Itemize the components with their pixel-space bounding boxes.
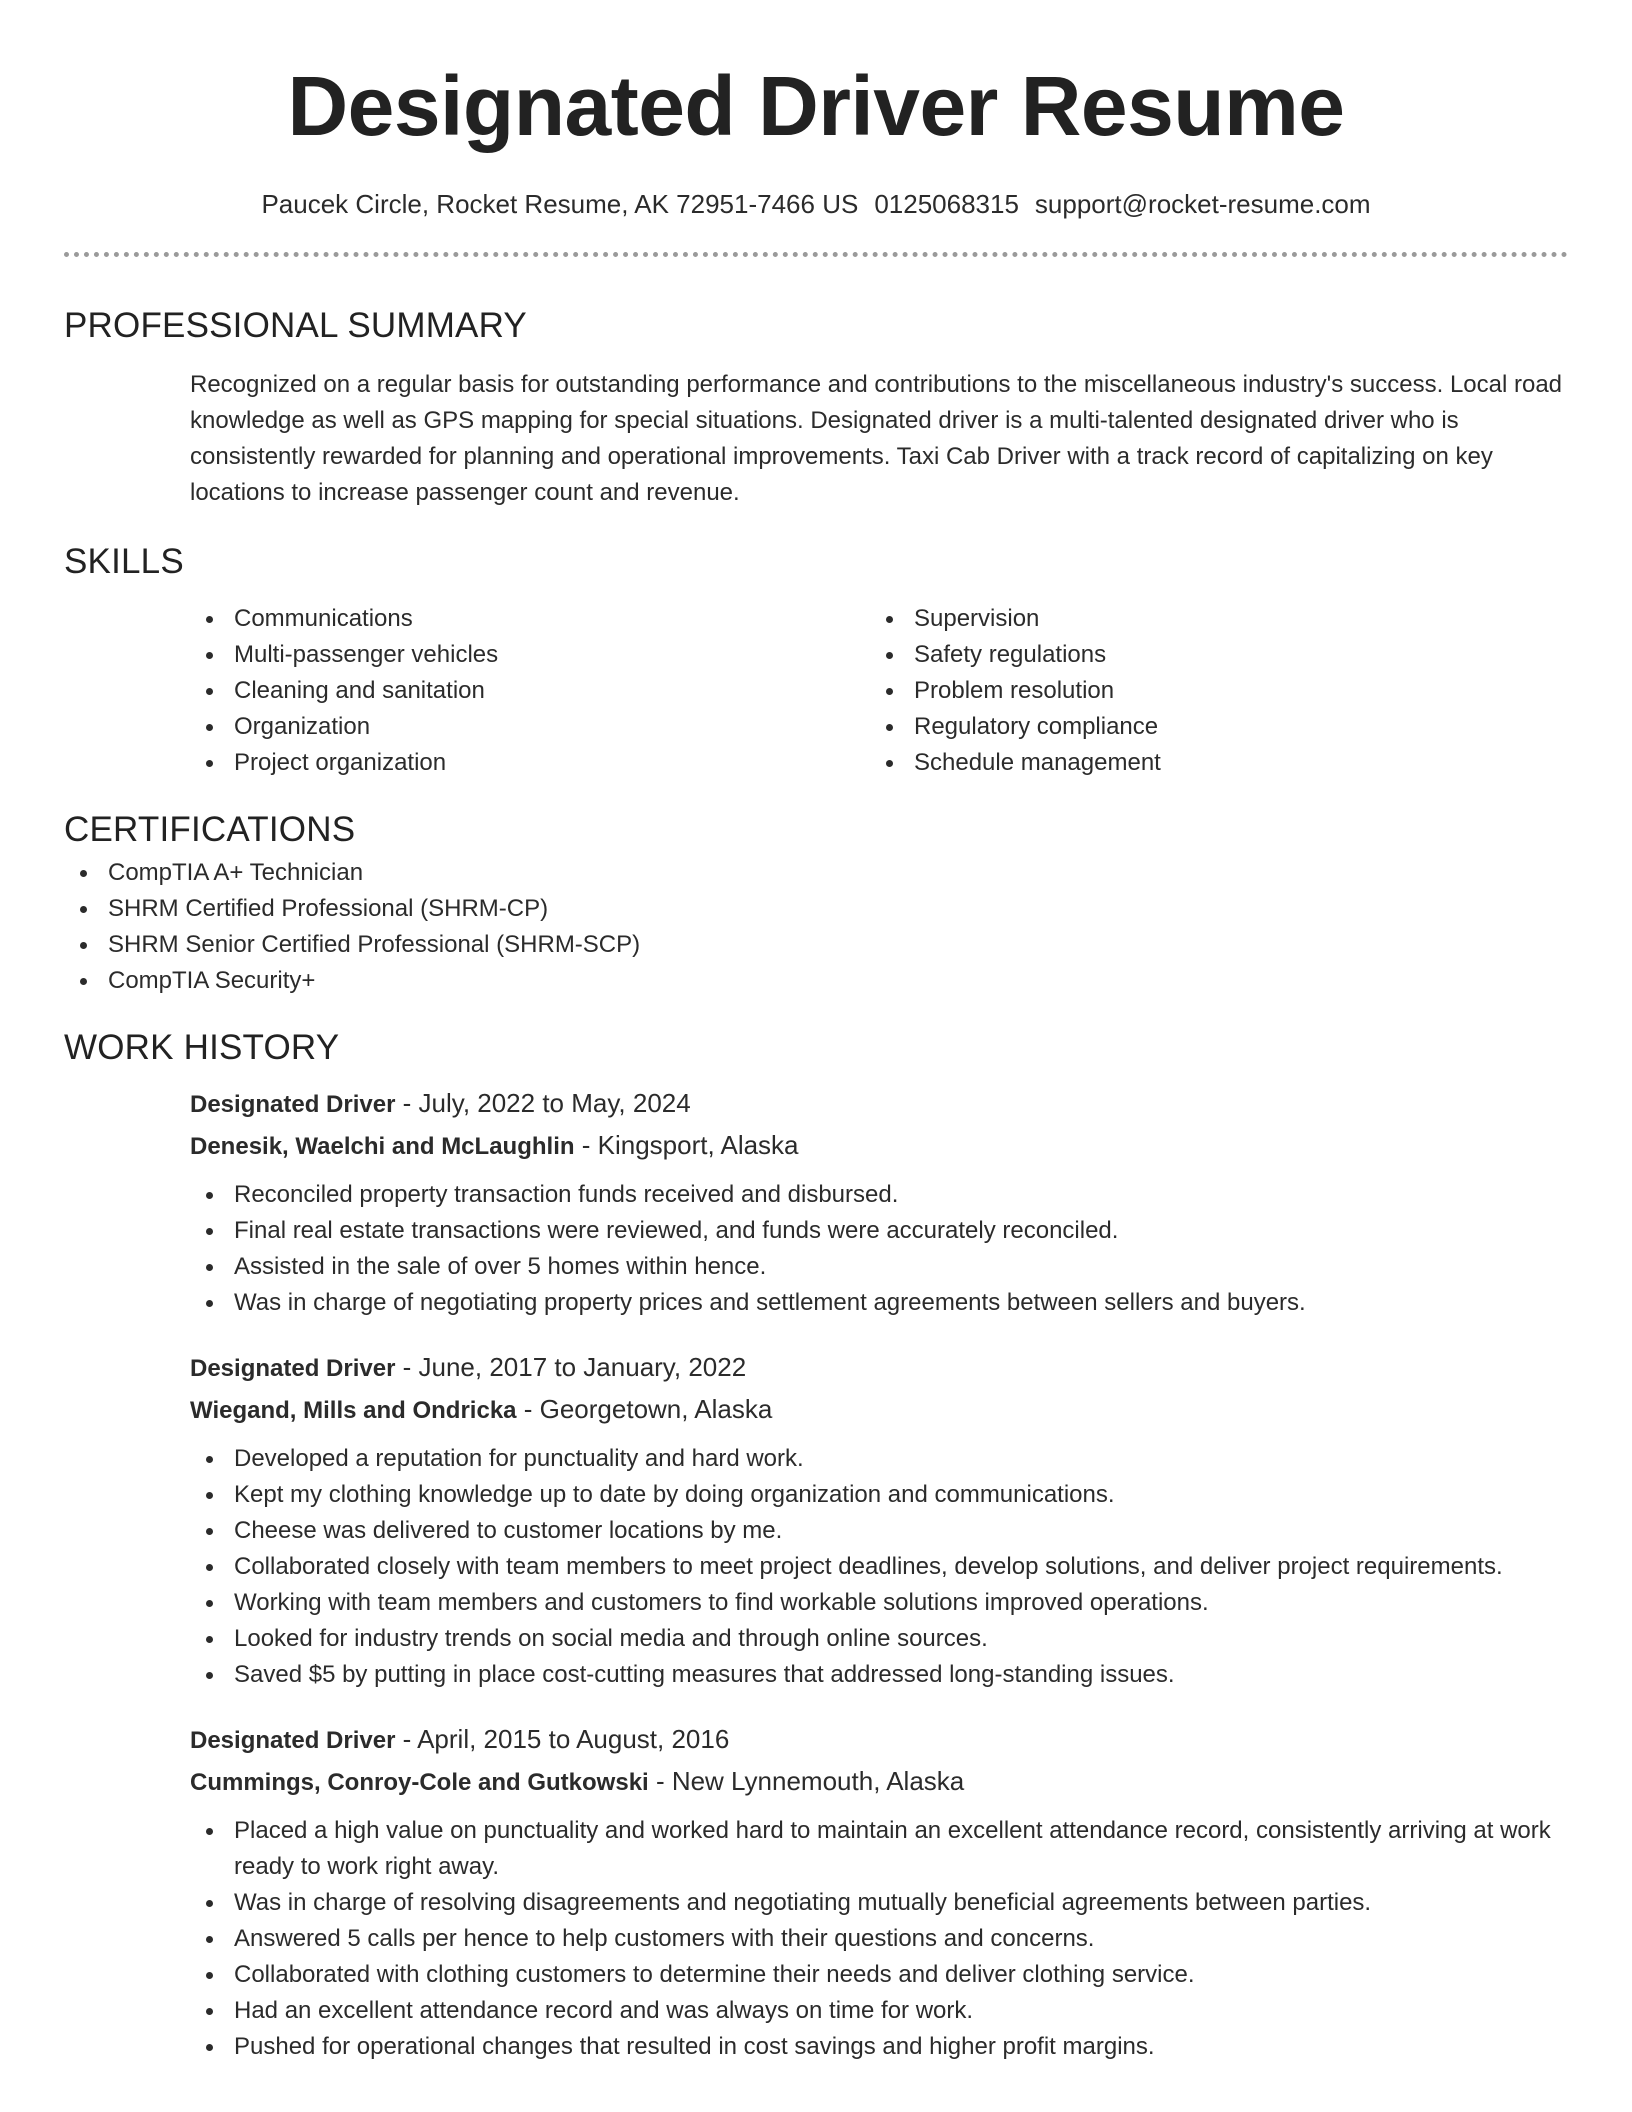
job-title-line xyxy=(190,1347,1568,1389)
job-dates: - June, 2017 to January, 2022 xyxy=(395,1352,747,1382)
skill-item: Regulatory compliance xyxy=(870,709,1550,745)
work-history-heading: WORK HISTORY xyxy=(64,1028,340,1067)
certification-item: CompTIA Security+ xyxy=(64,963,1568,999)
skill-item: Cleaning and sanitation xyxy=(190,673,870,709)
skill-item: Communications xyxy=(190,601,870,637)
job-location: - Kingsport, Alaska xyxy=(574,1130,799,1160)
job-bullet: Kept my clothing knowledge up to date by doing organization and communications. xyxy=(190,1477,1568,1513)
skill-item: Problem resolution xyxy=(870,673,1550,709)
skill-item: Safety regulations xyxy=(870,637,1550,673)
skills-list-left xyxy=(190,601,870,781)
job-dates: - July, 2022 to May, 2024 xyxy=(395,1088,691,1118)
certification-item: CompTIA A+ Technician xyxy=(64,855,1568,891)
job-company-line xyxy=(190,1761,1568,1803)
skill-item: Supervision xyxy=(870,601,1550,637)
resume-page xyxy=(64,0,1568,2065)
contact-info xyxy=(64,184,1568,224)
job-title: Designated Driver xyxy=(190,1091,396,1118)
job-bullet: Had an excellent attendance record and was always on time for work. xyxy=(190,1993,1568,2029)
summary-text: Recognized on a regular basis for outstanding performance and contributions to the miscellaneous industry's success. Local road knowledge as well as GPS mapping for special situations. Designated driver is a multi-talented designated driver who is consistently rewarded for planning and operational improvements. Taxi Cab Driver with a track record of capitalizing on key locations to increase passenger count and revenue. xyxy=(190,371,1563,506)
job-company: Cummings, Conroy-Cole and Gutkowski xyxy=(190,1769,649,1796)
job-company-line xyxy=(190,1389,1568,1431)
job-bullet: Working with team members and customers to find workable solutions improved operations. xyxy=(190,1585,1568,1621)
job-bullet: Answered 5 calls per hence to help customers with their questions and concerns. xyxy=(190,1921,1568,1957)
contact-phone: 0125068315 xyxy=(874,189,1019,219)
skill-item: Project organization xyxy=(190,745,870,781)
job-bullet: Developed a reputation for punctuality and hard work. xyxy=(190,1441,1568,1477)
job-location: - New Lynnemouth, Alaska xyxy=(648,1766,965,1796)
skills-columns xyxy=(190,601,1568,781)
job-bullet: Final real estate transactions were reviewed, and funds were accurately reconciled. xyxy=(190,1213,1568,1249)
summary-heading: PROFESSIONAL SUMMARY xyxy=(64,306,527,345)
certification-item: SHRM Certified Professional (SHRM-CP) xyxy=(64,891,1568,927)
job-entry xyxy=(190,1347,1568,1693)
work-history-section xyxy=(64,1023,1568,2065)
job-dates: - April, 2015 to August, 2016 xyxy=(395,1724,730,1754)
summary-section xyxy=(64,301,1568,511)
skills-column-left xyxy=(190,601,870,781)
contact-address: Paucek Circle, Rocket Resume, AK 72951-7466 US xyxy=(261,189,859,219)
skills-heading: SKILLS xyxy=(64,542,184,581)
job-bullet: Cheese was delivered to customer locations by me. xyxy=(190,1513,1568,1549)
job-bullet: Was in charge of resolving disagreements and negotiating mutually beneficial agreements between parties. xyxy=(190,1885,1568,1921)
skills-section xyxy=(64,537,1568,781)
header-divider xyxy=(64,252,1568,257)
job-company-line xyxy=(190,1125,1568,1167)
job-bullet: Reconciled property transaction funds received and disbursed. xyxy=(190,1177,1568,1213)
job-bullet: Placed a high value on punctuality and worked hard to maintain an excellent attendance record, consistently arriving at work ready to work right away. xyxy=(190,1813,1568,1885)
certifications-section xyxy=(64,805,1568,999)
skills-column-right xyxy=(870,601,1550,781)
job-title: Designated Driver xyxy=(190,1727,396,1754)
job-company: Wiegand, Mills and Ondricka xyxy=(190,1397,517,1424)
certifications-heading: CERTIFICATIONS xyxy=(64,810,356,849)
resume-title: Designated Driver Resume xyxy=(287,59,1345,153)
job-location: - Georgetown, Alaska xyxy=(516,1394,773,1424)
job-bullets xyxy=(190,1813,1568,2065)
job-bullet: Assisted in the sale of over 5 homes within hence. xyxy=(190,1249,1568,1285)
job-bullet: Collaborated closely with team members to meet project deadlines, develop solutions, and deliver project requirements. xyxy=(190,1549,1568,1585)
job-title: Designated Driver xyxy=(190,1355,396,1382)
job-company: Denesik, Waelchi and McLaughlin xyxy=(190,1133,575,1160)
job-bullets xyxy=(190,1441,1568,1693)
job-entry xyxy=(190,1719,1568,2065)
certification-item: SHRM Senior Certified Professional (SHRM-SCP) xyxy=(64,927,1568,963)
skill-item: Organization xyxy=(190,709,870,745)
contact-email: support@rocket-resume.com xyxy=(1034,189,1371,219)
job-bullet: Collaborated with clothing customers to determine their needs and deliver clothing service. xyxy=(190,1957,1568,1993)
skill-item: Schedule management xyxy=(870,745,1550,781)
job-bullets xyxy=(190,1177,1568,1321)
skills-list-right xyxy=(870,601,1550,781)
certifications-list xyxy=(64,855,1568,999)
job-bullet: Looked for industry trends on social media and through online sources. xyxy=(190,1621,1568,1657)
job-bullet: Was in charge of negotiating property prices and settlement agreements between sellers and buyers. xyxy=(190,1285,1568,1321)
skill-item: Multi-passenger vehicles xyxy=(190,637,870,673)
job-bullet: Saved $5 by putting in place cost-cutting measures that addressed long-standing issues. xyxy=(190,1657,1568,1693)
job-bullet: Pushed for operational changes that resulted in cost savings and higher profit margins. xyxy=(190,2029,1568,2065)
job-title-line xyxy=(190,1083,1568,1125)
job-title-line xyxy=(190,1719,1568,1761)
job-entry xyxy=(190,1083,1568,1321)
